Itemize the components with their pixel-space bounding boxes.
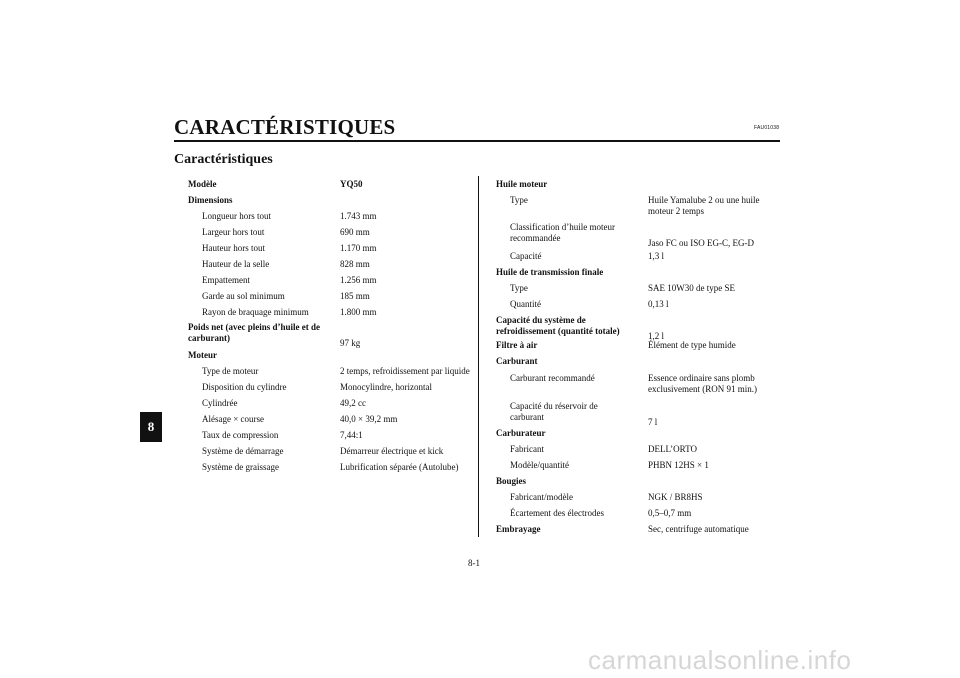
spec-value: Lubrification séparée (Autolube) (340, 462, 459, 472)
spec-value: 0,5–0,7 mm (648, 508, 692, 518)
spec-label: Carburant recommandé (510, 373, 595, 383)
spec-label: Hauteur hors tout (202, 243, 265, 253)
spec-value-continued: moteur 2 temps (648, 206, 704, 216)
spec-label: Capacité du système de (496, 315, 586, 325)
spec-value: 0,13 l (648, 299, 669, 309)
spec-label: Fabricant/modèle (510, 492, 573, 502)
spec-value: 1.800 mm (340, 307, 377, 317)
spec-value: Démarreur électrique et kick (340, 446, 444, 456)
spec-value: 7 l (648, 417, 658, 427)
spec-value: 690 mm (340, 227, 370, 237)
spec-label: Largeur hors tout (202, 227, 265, 237)
spec-label: Moteur (188, 350, 217, 360)
spec-value: PHBN 12HS × 1 (648, 460, 709, 470)
spec-label: Système de graissage (202, 462, 279, 472)
section-title: Caractéristiques (174, 152, 273, 167)
column-divider (478, 176, 479, 537)
spec-value: SAE 10W30 de type SE (648, 283, 735, 293)
spec-value-continued: exclusivement (RON 91 min.) (648, 384, 757, 394)
spec-label: Système de démarrage (202, 446, 284, 456)
page-number: 8-1 (468, 558, 480, 568)
spec-value: 185 mm (340, 291, 370, 301)
spec-value: 1,2 l (648, 331, 665, 341)
spec-label: Filtre à air (496, 340, 538, 350)
spec-value: YQ50 (340, 179, 363, 189)
spec-label-continued: carburant (510, 411, 544, 422)
spec-label: Écartement des électrodes (510, 508, 604, 518)
spec-value: 1,3 l (648, 251, 665, 261)
spec-label: Quantité (510, 299, 541, 309)
spec-value: Jaso FC ou ISO EG-C, EG-D (648, 238, 755, 248)
spec-label: Carburateur (496, 428, 546, 438)
spec-label: Modèle (188, 179, 217, 189)
spec-value: NGK / BR8HS (648, 492, 703, 502)
spec-label: Alésage × course (202, 414, 265, 424)
spec-label-continued: carburant) (188, 332, 230, 343)
spec-label: Hauteur de la selle (202, 259, 270, 269)
spec-label: Type (510, 195, 528, 205)
spec-value: Huile Yamalube 2 ou une huile (648, 195, 760, 205)
spec-value: DELL’ORTO (648, 444, 697, 454)
spec-label: Classification d’huile moteur (510, 222, 615, 232)
title-rule (174, 140, 780, 142)
spec-label-continued: recommandée (510, 232, 561, 243)
spec-value: 7,44:1 (340, 430, 363, 440)
spec-label: Poids net (avec pleins d’huile et de (188, 322, 320, 332)
spec-value: Élément de type humide (648, 340, 736, 350)
spec-value: 2 temps, refroidissement par liquide (340, 366, 470, 376)
document-code: FAU01038 (754, 125, 780, 131)
spec-value: 40,0 × 39,2 mm (340, 414, 398, 424)
spec-value: 1.256 mm (340, 275, 377, 285)
spec-value: 1.170 mm (340, 243, 377, 253)
spec-label: Empattement (202, 275, 250, 285)
spec-value: Essence ordinaire sans plomb (648, 373, 755, 383)
spec-label: Cylindrée (202, 398, 238, 408)
spec-label: Dimensions (188, 195, 233, 205)
spec-label: Disposition du cylindre (202, 382, 287, 392)
spec-value: 828 mm (340, 259, 370, 269)
page-title: CARACTÉRISTIQUES (174, 115, 396, 139)
spec-value: Sec, centrifuge automatique (648, 524, 749, 534)
spec-label: Huile moteur (496, 179, 548, 189)
spec-label: Type (510, 283, 528, 293)
spec-label: Capacité du réservoir de (510, 401, 598, 411)
spec-value: Monocylindre, horizontal (340, 382, 432, 392)
spec-label: Type de moteur (202, 366, 259, 376)
spec-value: 1.743 mm (340, 211, 377, 221)
spec-label: Capacité (510, 251, 542, 261)
spec-label: Huile de transmission finale (496, 267, 604, 277)
spec-label: Modèle/quantité (510, 460, 569, 470)
spec-label: Bougies (496, 476, 527, 486)
spec-value: 49,2 cc (340, 398, 366, 408)
chapter-tab: 8 (140, 412, 162, 442)
spec-label: Fabricant (510, 444, 544, 454)
spec-label-continued: refroidissement (quantité totale) (496, 325, 620, 336)
spec-label: Carburant (496, 356, 538, 366)
spec-label: Longueur hors tout (202, 211, 271, 221)
spec-label: Embrayage (496, 524, 541, 534)
spec-label: Taux de compression (202, 430, 279, 440)
spec-label: Rayon de braquage minimum (202, 307, 309, 317)
spec-label: Garde au sol minimum (202, 291, 285, 301)
watermark: carmanualsonline.info (588, 645, 852, 675)
spec-value: 97 kg (340, 338, 361, 348)
